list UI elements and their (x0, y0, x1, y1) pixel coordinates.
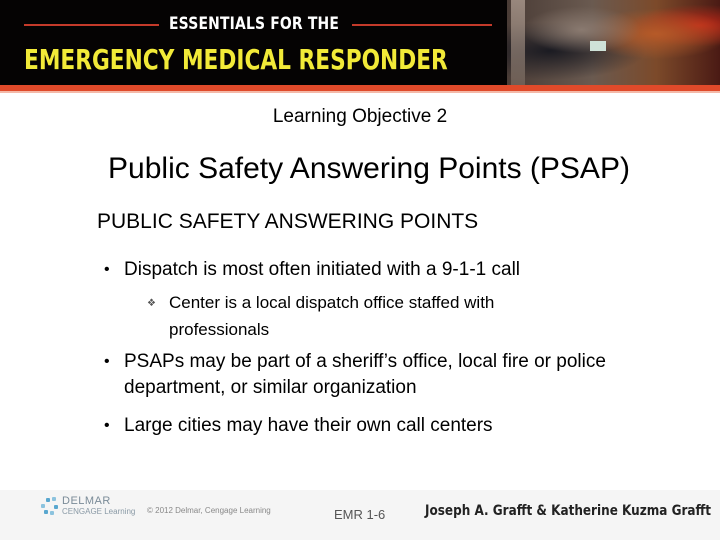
photo-light-area (511, 0, 525, 85)
bullet-text: Large cities may have their own call centers (124, 415, 493, 436)
publisher-logo-name: DELMAR (62, 495, 111, 507)
banner-subtitle: ESSENTIALS FOR THE (169, 14, 340, 34)
copyright-notice: © 2012 Delmar, Cengage Learning (147, 506, 271, 515)
photo-monitor (590, 41, 606, 51)
section-heading: PUBLIC SAFETY ANSWERING POINTS (97, 210, 479, 233)
header-rule-right (352, 24, 492, 26)
bullet-item (104, 413, 604, 439)
slide-header-banner (0, 0, 720, 85)
header-accent-stripe-light (0, 91, 720, 93)
emergency-responders-photo (507, 0, 720, 85)
publisher-logo-subtitle: CENGAGE Learning (62, 507, 136, 516)
diamond-bullet-icon: ❖ (147, 298, 156, 309)
bullet-icon: • (104, 417, 110, 434)
bullet-text: Dispatch is most often initiated with a 9-1-1 call (124, 259, 521, 280)
delmar-logo-icon (40, 497, 60, 517)
bullet-icon: • (104, 353, 110, 370)
slide-footer (0, 490, 720, 540)
slide-number: EMR 1-6 (334, 507, 386, 522)
sub-bullet-text: Center is a local dispatch office staffed with professionals (169, 293, 495, 339)
learning-objective: Learning Objective 2 (272, 106, 448, 127)
slide-title: Public Safety Answering Points (PSAP) (108, 152, 630, 185)
bullet-item (104, 349, 634, 401)
sub-bullet-item (147, 289, 589, 343)
banner-title: EMERGENCY MEDICAL RESPONDER (24, 43, 448, 76)
bullet-item (104, 257, 604, 283)
bullet-icon: • (104, 261, 110, 278)
bullet-text: PSAPs may be part of a sheriff’s office, local fire or police department, or similar organization (124, 351, 606, 398)
header-rule-left (24, 24, 159, 26)
authors: Joseph A. Grafft & Katherine Kuzma Grafft (425, 503, 712, 519)
